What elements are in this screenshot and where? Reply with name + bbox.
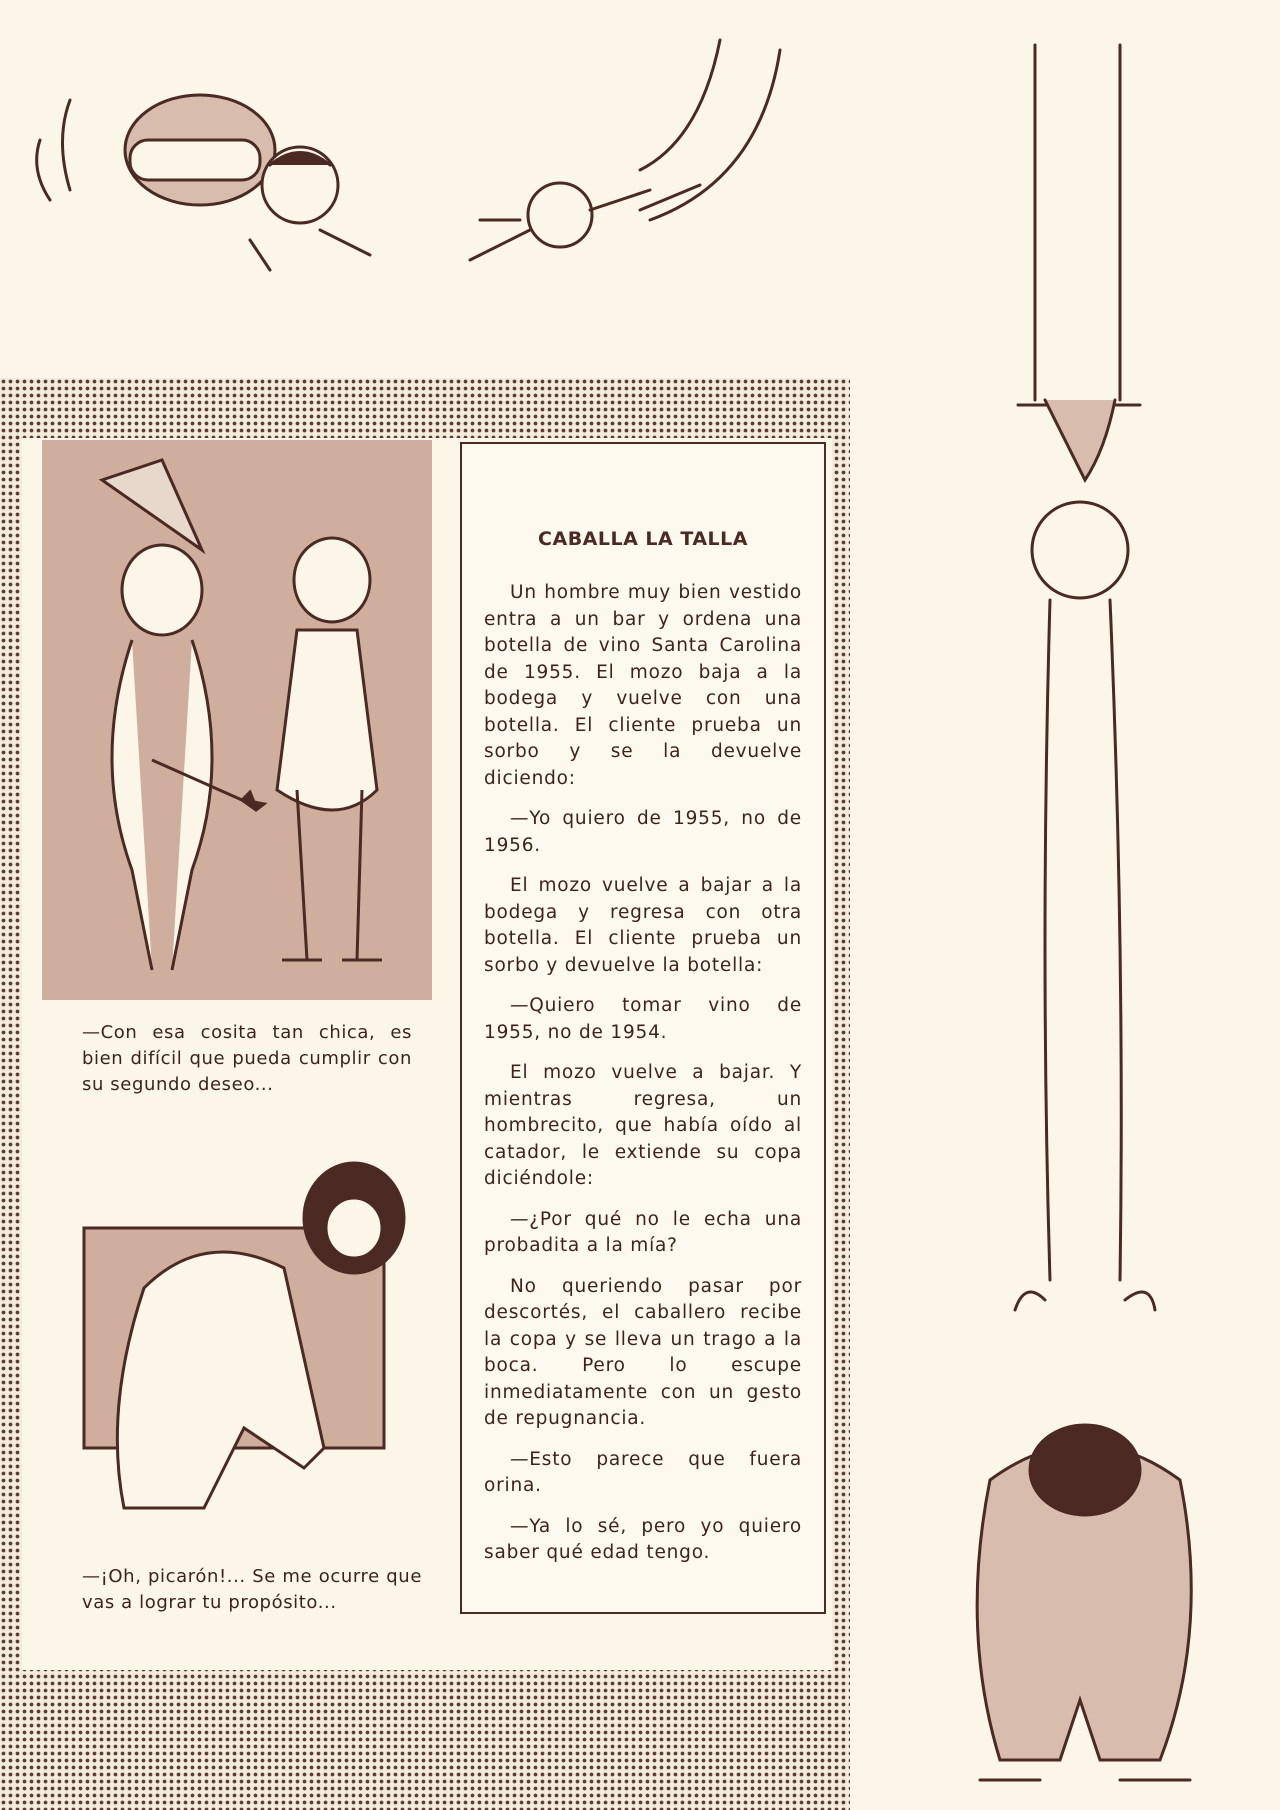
joke-article — [460, 442, 826, 1614]
article-paragraph: Un hombre muy bien vestido entra a un bar y ordena una botella de vino Santa Carolina de 1955. El mozo baja a la bodega y vuelve con una botella. El cliente prueba un sorbo y se la devuelve diciendo: — [484, 582, 802, 789]
article-paragraph: —Esto parece que fuera orina. — [484, 1448, 802, 1496]
hanging-trapeze-figure-illustration — [940, 0, 1280, 1810]
cartoon-fairy-illustration — [42, 440, 432, 1000]
article-paragraph: No queriendo pasar por descortés, el caballero recibe la copa y se lleva un trago a la boca. Pero lo escupe inmediatamente con un gesto de repugnancia. — [484, 1275, 802, 1429]
article-paragraph: —Quiero tomar vino de 1955, no de 1954. — [484, 995, 802, 1043]
article-paragraph: —Yo quiero de 1955, no de 1956. — [484, 808, 802, 856]
cartoon-sofa-illustration — [84, 1228, 424, 1528]
cartoon-caption-1: —Con esa cosita tan chica, es bien difícil que pueda cumplir con su segundo deseo... — [82, 1022, 412, 1095]
article-paragraph: —Ya lo sé, pero yo quiero saber qué edad tengo. — [484, 1515, 802, 1563]
article-paragraph: El mozo vuelve a bajar. Y mientras regresa, un hombrecito, que había oído al catador, le extiende su copa diciéndole: — [484, 1062, 802, 1189]
article-title: CABALLA LA TALLA — [538, 528, 748, 550]
cartoon-caption-2: —¡Oh, picarón!... Se me ocurre que vas a lograr tu propósito... — [82, 1566, 422, 1613]
article-paragraph: El mozo vuelve a bajar a la bodega y regresa con otra botella. El cliente prueba un sorbo y devuelve la botella: — [484, 875, 802, 976]
article-paragraph: —¿Por qué no le echa una probadita a la mía? — [484, 1208, 802, 1256]
trapeze-artists-illustration — [0, 0, 900, 340]
